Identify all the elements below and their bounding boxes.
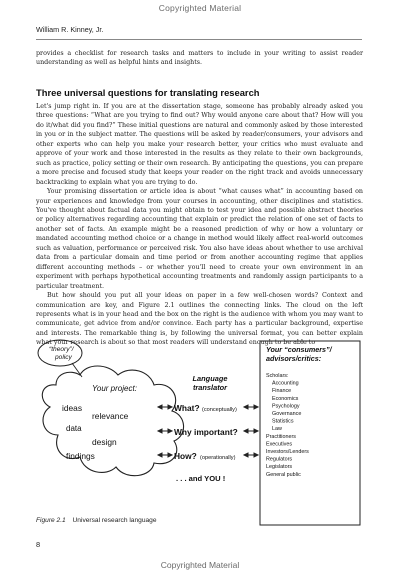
paragraph: provides a checklist for research tasks and matters to include in your writing to assist reader understanding as well as helpful hints and insights.	[36, 50, 363, 67]
audience-item: Regulators	[266, 456, 293, 463]
cloud-word-design: design	[92, 437, 117, 447]
question-what-note: (conceptually)	[202, 407, 237, 413]
audience-title-line-2: advisors/critics:	[266, 354, 322, 363]
translator-title-line-2: translator	[192, 383, 228, 392]
theory-tag-label-2: policy	[55, 354, 72, 361]
theory-tag-label-1: “theory”/	[49, 346, 74, 353]
cloud-word-data: data	[66, 424, 82, 433]
intro-paragraph	[36, 49, 363, 68]
running-header	[36, 25, 362, 40]
question-how: How?	[174, 451, 197, 461]
page-number: 8	[36, 540, 41, 549]
cloud-word-relevance: relevance	[92, 411, 129, 421]
audience-item: Accounting	[272, 380, 299, 387]
question-why: Why important?	[174, 427, 238, 437]
project-title: Your project:	[92, 384, 137, 393]
figure-caption	[36, 517, 156, 524]
figure-universal-research-language	[36, 321, 362, 529]
header-author: William R. Kinney, Jr.	[36, 25, 104, 34]
question-what	[174, 403, 200, 413]
audience-item: General public	[266, 471, 301, 478]
section-title: Three universal questions for translating research	[36, 87, 260, 98]
question-how-note: (operationally)	[200, 455, 236, 461]
audience-item: Investors/Lenders	[266, 449, 309, 455]
audience-item: Scholars:	[266, 373, 289, 379]
audience-item: Statistics	[272, 418, 294, 425]
cloud-word-ideas: ideas	[62, 403, 83, 413]
audience-item: Governance	[272, 411, 302, 417]
cloud-word-findings: findings	[66, 451, 95, 461]
theory-tag-bubble	[38, 340, 82, 366]
audience-item: Executives	[266, 441, 293, 448]
audience-item: Psychology	[272, 403, 300, 410]
copyright-watermark-top: Copyrighted Material	[158, 3, 242, 13]
section-body	[36, 102, 363, 348]
audience-title-line-1: Your “consumers”/	[266, 345, 332, 354]
paragraph: Your promising dissertation or article idea is about “what causes what” in accounting based on your experiences and knowledge from your courses in accounting, other disciplines and statistics. You've thought about factual data you might obtain to test your idea and possible abstract theories or policy alternatives regarding accounting that explain or predict the relation of one set of facts to another set of facts. An example might be a reasoned prediction of why or how a voluntary or mandated accounting method choice or a change in method would likely affect real-world outcomes such as valuation, performance or perceived risk. You also have ideas about whether to use archival data from a particular domain and time period or from another accounting regime that applies different accounting methods – or whether you'll need to create your own environment in an experiment with perhaps hypothetical accounting treatments and randomly assign participants to a particular treatment.	[36, 188, 363, 290]
paragraph: Let's jump right in. If you are at the dissertation stage, someone has probably already asked you three questions: “What are you trying to find out? Why would anyone care about that? How will you do it/what did you find?” These initial questions are natural and commonly asked by those interested in you or in the subject matter. The questions will be asked by reader/consumers, your advisors and other experts who can help you make your research better, your critics who must evaluate and approve of your work and those interested in the results as they relate to their own backgrounds, such as practice, policy setting or their own research. By anticipating the questions, you can prepare a more precise and focused study that keeps your reader on the right track and avoids unnecessary backtracking to explain what you are trying to do.	[36, 103, 363, 186]
and-you-label: . . . and YOU !	[176, 474, 226, 483]
question-what-text: What?	[174, 403, 200, 413]
theory-tag-connector	[72, 363, 82, 377]
audience-item: Finance	[272, 388, 292, 395]
audience-item: Economics	[272, 395, 299, 402]
audience-item: Law	[272, 426, 282, 433]
translator-title-line-1: Language	[192, 374, 228, 383]
paragraph: But how should you put all your ideas on paper in a few well-chosen words? Context and communication are key, and Figure 2.1 outlines the connecting links. The cloud on the left represents what is in your head and the box on the right is the audience with whom you may want to communicate, get advice from and/or convince. Each party has a particular background, expertise and interests. The remarkable thing is, by following the universal format, you can better explain what your research is about so that most readers will understand enough to be able to	[36, 292, 363, 347]
audience-item: Practitioners	[266, 433, 296, 440]
audience-item: Legislators	[266, 464, 293, 471]
audience-list	[266, 373, 309, 478]
copyright-watermark-bottom: Copyrighted Material	[160, 560, 240, 570]
caption-number: Figure 2.1	[36, 517, 66, 524]
caption-text: Universal research language	[72, 517, 157, 524]
